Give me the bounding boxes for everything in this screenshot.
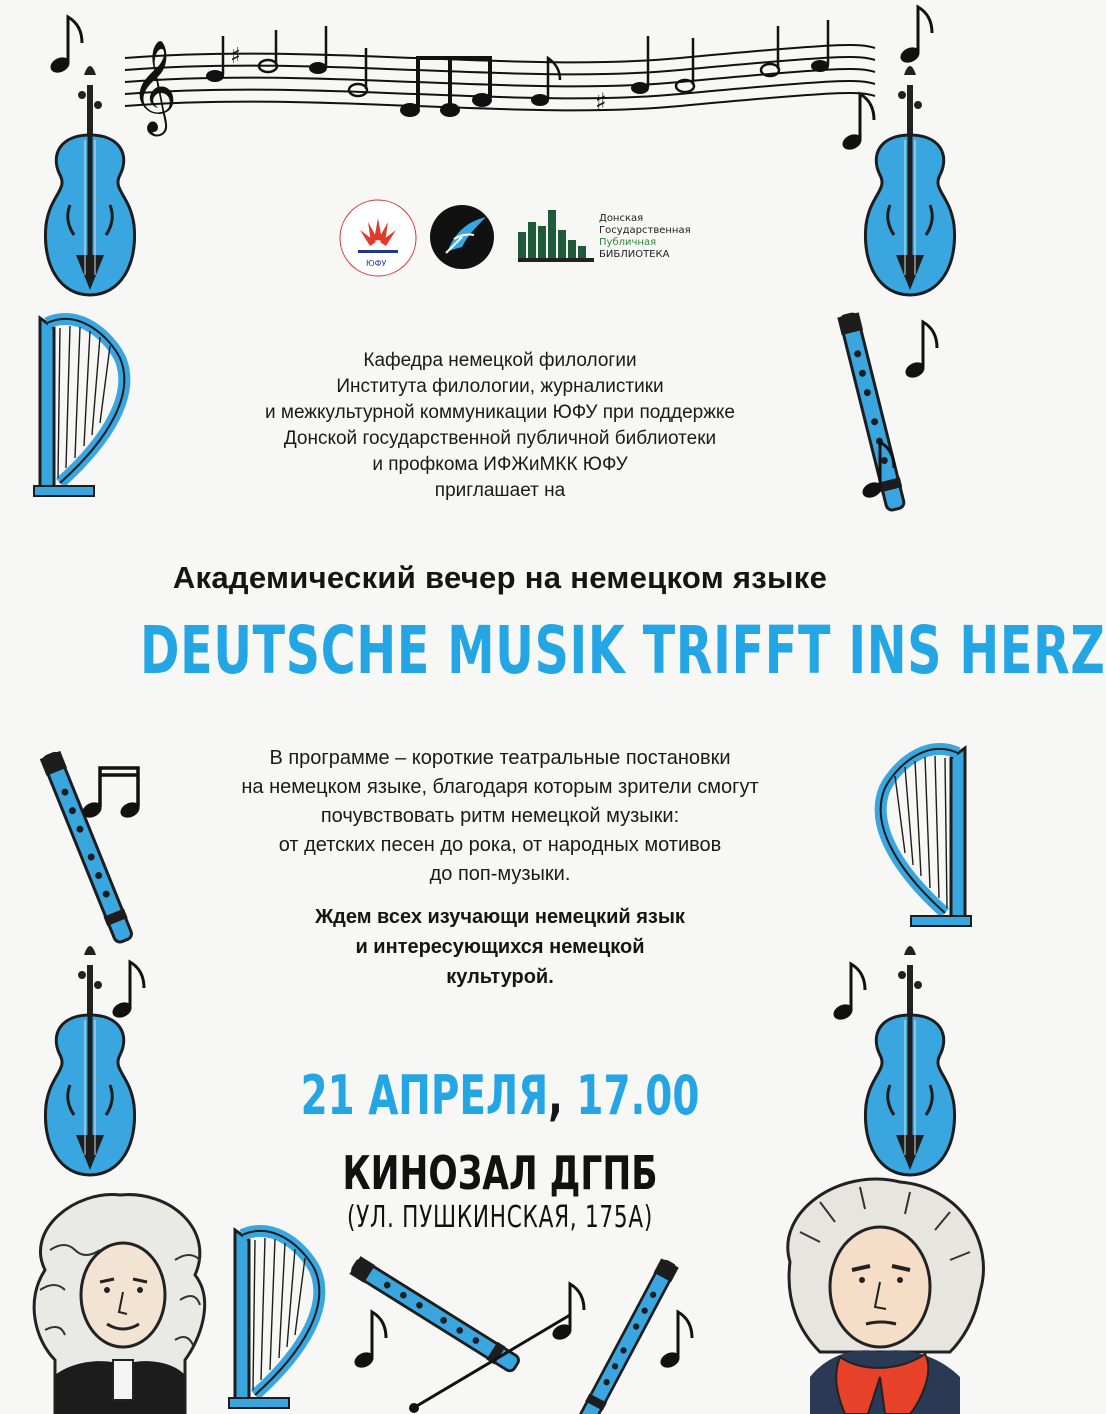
invite-line: и интересующихся немецкой (355, 936, 645, 958)
event-type: Академический вечер на немецком языке (172, 560, 828, 595)
venue-address: (УЛ. ПУШКИНСКАЯ, 175А) (346, 1200, 653, 1235)
violin-icon (40, 60, 140, 300)
intro-line: приглашает на (434, 480, 566, 501)
violin-icon (860, 60, 960, 300)
venue: КИНОЗАЛ ДГПБ (342, 1146, 658, 1200)
note-icon (655, 1290, 715, 1370)
library-line-4: БИБЛИОТЕКА (599, 249, 670, 260)
svg-text:♯: ♯ (230, 44, 241, 69)
invitation (0, 902, 1000, 992)
program-description (0, 744, 1000, 889)
library-logo-text (599, 213, 691, 261)
library-logo-icon (518, 210, 594, 262)
note-icon (895, 5, 965, 65)
library-line-3: Публичная (599, 237, 657, 248)
headline: DEUTSCHE MUSIK TRIFFT INS HERZ (140, 612, 1106, 689)
date-time: 17.00 (562, 1064, 700, 1127)
intro-line: Института филологии, журналистики (336, 376, 664, 397)
date-day: 21 АПРЕЛЯ (300, 1064, 549, 1127)
date-comma: , (548, 1064, 563, 1127)
library-line-2: Государственная (599, 225, 691, 236)
sfedu-abbr: ЮФУ (366, 259, 387, 268)
program-line: от детских песен до рока, от народных мотивов (278, 834, 722, 856)
music-staff-decoration (120, 18, 880, 148)
invite-line: культурой. (446, 966, 554, 988)
invite-line: Ждем всех изучающи немецкий язык (315, 906, 685, 928)
intro-line: и профкома ИФЖиМКК ЮФУ (372, 454, 628, 475)
organizers-intro (0, 348, 1000, 504)
intro-line: и межкультурной коммуникации ЮФУ при поддержке (265, 402, 735, 423)
program-line: почувствовать ритм немецкой музыки: (320, 805, 680, 827)
harp-icon (225, 1225, 345, 1414)
intro-line: Донской государственной публичной библиотеки (283, 428, 717, 449)
intro-line: Кафедра немецкой филологии (363, 350, 637, 371)
program-line: В программе – короткие театральные постановки (269, 747, 731, 769)
program-line: на немецком языке, благодаря которым зрители смогут (241, 776, 759, 798)
svg-text:♯: ♯ (595, 88, 607, 116)
library-line-1: Донская (599, 213, 644, 224)
svg-text:𝄞: 𝄞 (130, 39, 178, 132)
program-line: до поп-музыки. (429, 863, 571, 885)
note-icon (550, 1290, 590, 1340)
faculty-logo (428, 203, 496, 271)
event-date (140, 1064, 860, 1127)
